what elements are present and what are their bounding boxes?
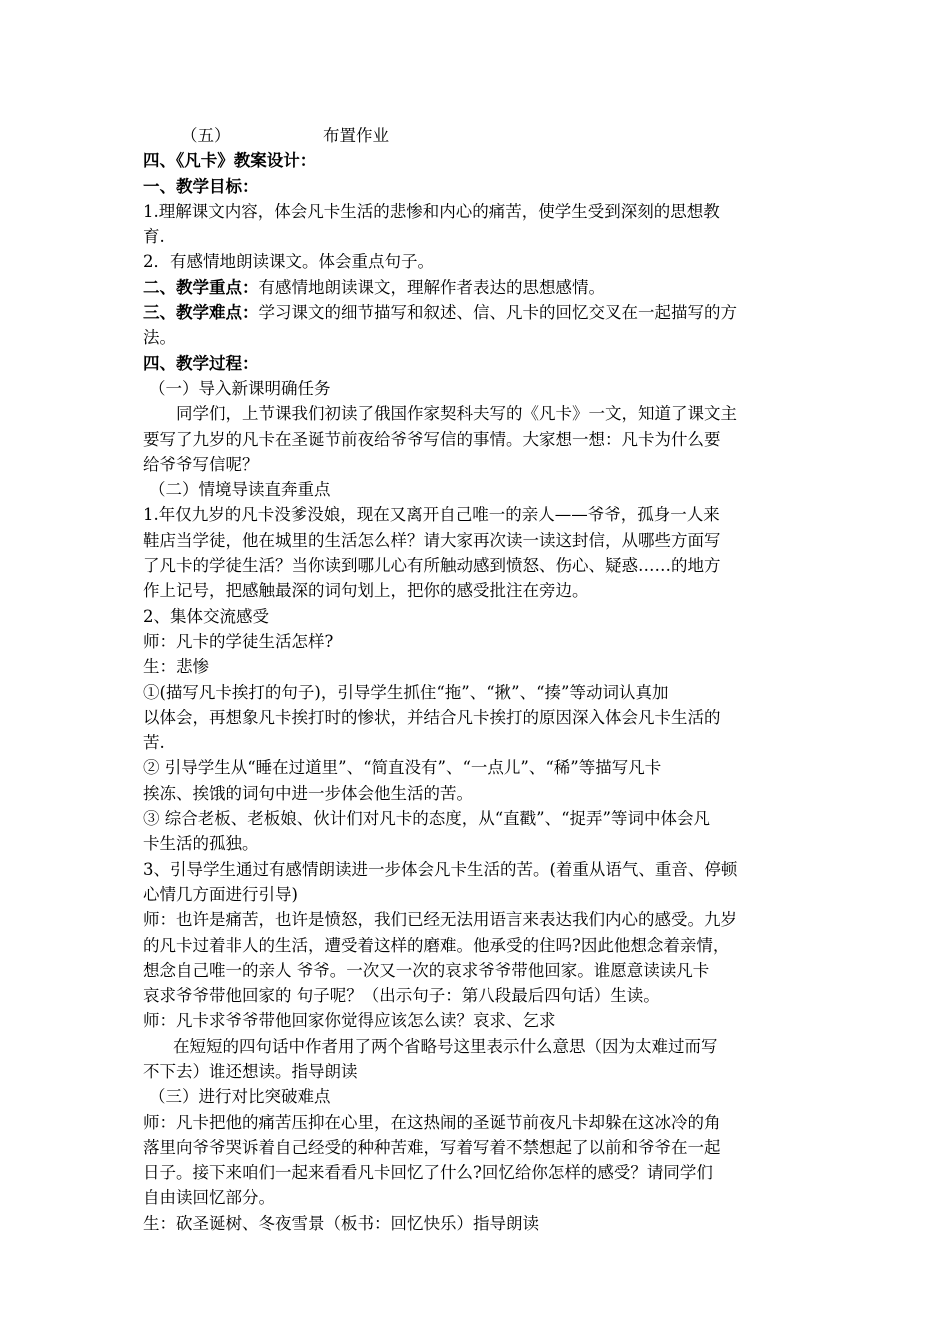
heading-objectives: 一、教学目标： (143, 176, 259, 196)
text-line: 师：也许是痛苦，也许是愤怒，我们已经无法用语言来表达我们内心的感受。九岁 (143, 910, 737, 930)
text-line: 给爷爷写信呢？ (143, 454, 259, 474)
text-line: 自由读回忆部分。 (143, 1188, 275, 1208)
heading-process: 四、教学过程： (143, 353, 259, 373)
text-line: 作上记号，把感触最深的词句划上，把你的感受批注在旁边。 (143, 581, 589, 601)
text-line: 苦. (143, 733, 165, 753)
text-line: 2、集体交流感受 (143, 606, 269, 626)
text-line: 法。 (143, 328, 176, 348)
text-line: ② 引导学生从“睡在过道里”、“简直没有”、“一点儿”、“稀”等描写凡卡 (143, 758, 662, 778)
text-line: 鞋店当学徒，他在城里的生活怎么样？请大家再次读一读这封信，从哪些方面写 (143, 530, 721, 550)
text-line: 心情几方面进行引导) (143, 884, 298, 904)
lesson-plan-title: 四、《凡卡》教案设计： (143, 151, 317, 171)
text-line: ①(描写凡卡挨打的句子)，引导学生抓住“拖”、“揪”、“揍”等动词认真加 (143, 682, 669, 702)
text-line: 的凡卡过着非人的生活，遭受着这样的磨难。他承受的住吗?因此他想念着亲情， (143, 935, 730, 955)
text-line: 师：凡卡求爷爷带他回家你觉得应该怎么读？哀求、乞求 (143, 1011, 556, 1031)
heading-difficulties: 三、教学难点： (143, 303, 259, 323)
text-line: 师：凡卡的学徒生活怎样? (143, 631, 334, 651)
section-five-heading (143, 123, 815, 148)
text-line: 以体会，再想象凡卡挨打时的惨状，并结合凡卡挨打的原因深入体会凡卡生活的 (143, 707, 721, 727)
text-line: 生：悲惨 (143, 657, 209, 677)
key-points-line (143, 275, 815, 300)
text-line: 了凡卡的学徒生活？当你读到哪儿心有所触动感到愤怒、伤心、疑惑……的地方 (143, 556, 721, 576)
text-line: 2．有感情地朗读课文。体会重点句子。 (143, 252, 434, 272)
difficulties-text: 学习课文的细节描写和叙述、信、凡卡的回忆交叉在一起描写的方 (258, 303, 737, 323)
text-line: 育. (143, 227, 165, 247)
subheading-guided-reading: （二）情境导读直奔重点 (149, 480, 331, 500)
text-line: 3、引导学生通过有感情朗读进一步体会凡卡生活的苦。(着重从语气、重音、停顿 (143, 859, 738, 879)
text-line: 挨冻、挨饿的词句中进一步体会他生活的苦。 (143, 783, 473, 803)
text-line: 1.理解课文内容，体会凡卡生活的悲惨和内心的痛苦，使学生受到深刻的思想教 (143, 201, 720, 221)
text-line: 生：砍圣诞树、冬夜雪景（板书：回忆快乐）指导朗读 (143, 1213, 539, 1233)
text-line: 想念自己唯一的亲人 爷爷。一次又一次的哀求爷爷带他回家。谁愿意读读凡卡 (143, 960, 710, 980)
text-line: 1.年仅九岁的凡卡没爹没娘，现在又离开自己唯一的亲人——爷爷，孤身一人来 (143, 505, 720, 525)
subheading-intro: （一）导入新课明确任务 (149, 378, 331, 398)
text-line: 师：凡卡把他的痛苦压抑在心里，在这热闹的圣诞节前夜凡卡却躲在这冰冷的角 (143, 1112, 721, 1132)
text-line: 哀求爷爷带他回家的 句子呢？（出示句子：第八段最后四句话）生读。 (143, 986, 660, 1006)
key-points-text: 有感情地朗读课文，理解作者表达的思想感情。 (258, 277, 605, 297)
text-line: 日子。接下来咱们一起来看看凡卡回忆了什么?回忆给你怎样的感受？请同学们 (143, 1163, 713, 1183)
text-line: 要写了九岁的凡卡在圣诞节前夜给爷爷写信的事情。大家想一想：凡卡为什么要 (143, 429, 721, 449)
text-line: 落里向爷爷哭诉着自己经受的种种苦难，写着写着不禁想起了以前和爷爷在一起 (143, 1137, 721, 1157)
text-line: 同学们，上节课我们初读了俄国作家契科夫写的《凡卡》一文，知道了课文主 (176, 404, 737, 424)
text-line: 在短短的四句话中作者用了两个省略号这里表示什么意思（因为太难过而写 (173, 1036, 718, 1056)
section-five-title: 布置作业 (323, 126, 389, 145)
text-line: 卡生活的孤独。 (143, 834, 259, 854)
text-line: ③ 综合老板、老板娘、伙计们对凡卡的态度，从“直戳”、“捉弄”等词中体会凡 (143, 809, 710, 829)
document-page (143, 123, 815, 1236)
difficulties-line (143, 300, 815, 325)
subheading-contrast: （三）进行对比突破难点 (149, 1087, 331, 1107)
section-five-number: （五） (181, 126, 231, 145)
heading-key-points: 二、教学重点： (143, 277, 259, 297)
text-line: 不下去）谁还想读。指导朗读 (143, 1061, 358, 1081)
